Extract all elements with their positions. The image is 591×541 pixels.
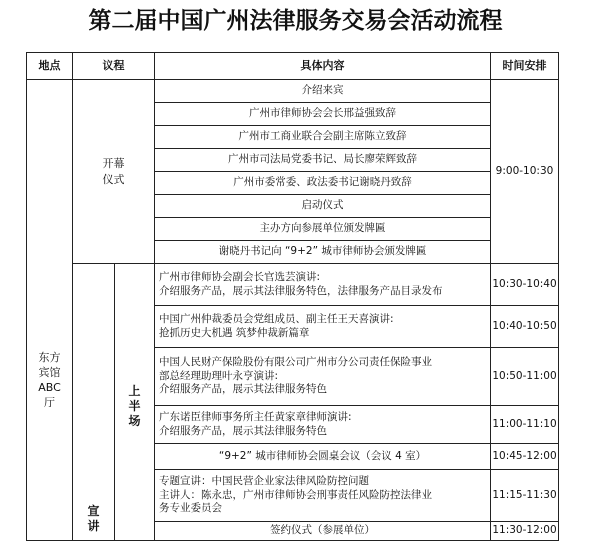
opening-item: 启动仪式 (155, 195, 491, 218)
talk-line: 广州市律师协会副会长官选芸演讲: (159, 271, 321, 283)
opening-item: 谢晓丹书记向 “9+2” 城市律师协会颁发牌匾 (155, 241, 491, 264)
talk-line: 主讲人：陈永忠，广州市律师协会刑事责任风险防控法律业 (159, 488, 432, 501)
talk-line: 部总经理助理叶永亨演讲: (159, 369, 279, 382)
talk-line: 中国人民财产保险股份有限公司广州市分公司责任保险事业 (159, 356, 432, 369)
talk-content (155, 406, 491, 444)
talk-time: 11:15-11:30 (491, 470, 559, 522)
talk-line: 介绍服务产品，展示其法律服务特色 (159, 424, 327, 437)
opening-label: 开幕仪式 (102, 156, 125, 186)
talk-content (155, 522, 491, 541)
talk-line: 广东诺臣律师事务所主任黄家章律师演讲: (159, 411, 352, 423)
talk-time: 10:50-11:00 (491, 348, 559, 406)
talks-label-cell (73, 264, 115, 541)
talk-time: 11:00-11:10 (491, 406, 559, 444)
talk-time: 10:30-10:40 (491, 264, 559, 306)
opening-time: 9:00-10:30 (491, 80, 559, 264)
talk-content (155, 264, 491, 306)
talk-content (155, 348, 491, 406)
talk-time: 10:45-12:00 (491, 444, 559, 470)
location-text: 东方宾馆ABC厅 (38, 351, 61, 409)
opening-row (27, 80, 559, 103)
schedule-table (26, 52, 559, 541)
half-label: 上半场 (128, 384, 141, 428)
header-location: 地点 (27, 53, 73, 80)
talk-line: “9+2” 城市律师协会圆桌会议（会议 4 室） (218, 449, 427, 462)
opening-item: 广州市委常委、政法委书记谢晓丹致辞 (155, 172, 491, 195)
talk-time: 10:40-10:50 (491, 306, 559, 348)
page-title: 第二届中国广州法律服务交易会活动流程 (88, 8, 503, 34)
talk-line: 介绍服务产品，展示其法律服务特色，法律服务产品目录发布 (159, 284, 443, 297)
talk-line: 专题宣讲：中国民营企业家法律风险防控问题 (159, 475, 369, 488)
opening-item: 广州市律师协会会长邢益强致辞 (155, 103, 491, 126)
talk-line: 签约仪式（参展单位） (270, 524, 375, 537)
opening-item: 主办方向参展单位颁发牌匾 (155, 218, 491, 241)
opening-item: 介绍来宾 (155, 80, 491, 103)
header-row (27, 53, 559, 80)
half-label-cell (115, 264, 155, 541)
opening-label-cell (73, 80, 155, 264)
header-content: 具体内容 (155, 53, 491, 80)
talk-line: 抢抓历史大机遇 筑梦仲裁新篇章 (159, 326, 310, 339)
header-agenda: 议程 (73, 53, 155, 80)
opening-item: 广州市工商业联合会副主席陈立致辞 (155, 126, 491, 149)
talk-time: 11:30-12:00 (491, 522, 559, 541)
talk-line: 中国广州仲裁委员会党组成员、副主任王天喜演讲: (159, 313, 394, 325)
talk-content (155, 470, 491, 522)
location-cell (27, 80, 73, 541)
talks-label: 宣讲 (87, 504, 100, 533)
talk-line: 务专业委员会 (159, 502, 222, 515)
opening-item: 广州市司法局党委书记、局长廖荣辉致辞 (155, 149, 491, 172)
talk-line: 介绍服务产品，展示其法律服务特色 (159, 383, 327, 396)
header-time: 时间安排 (491, 53, 559, 80)
talk-row (27, 264, 559, 306)
talk-content (155, 306, 491, 348)
talk-content (155, 444, 491, 470)
